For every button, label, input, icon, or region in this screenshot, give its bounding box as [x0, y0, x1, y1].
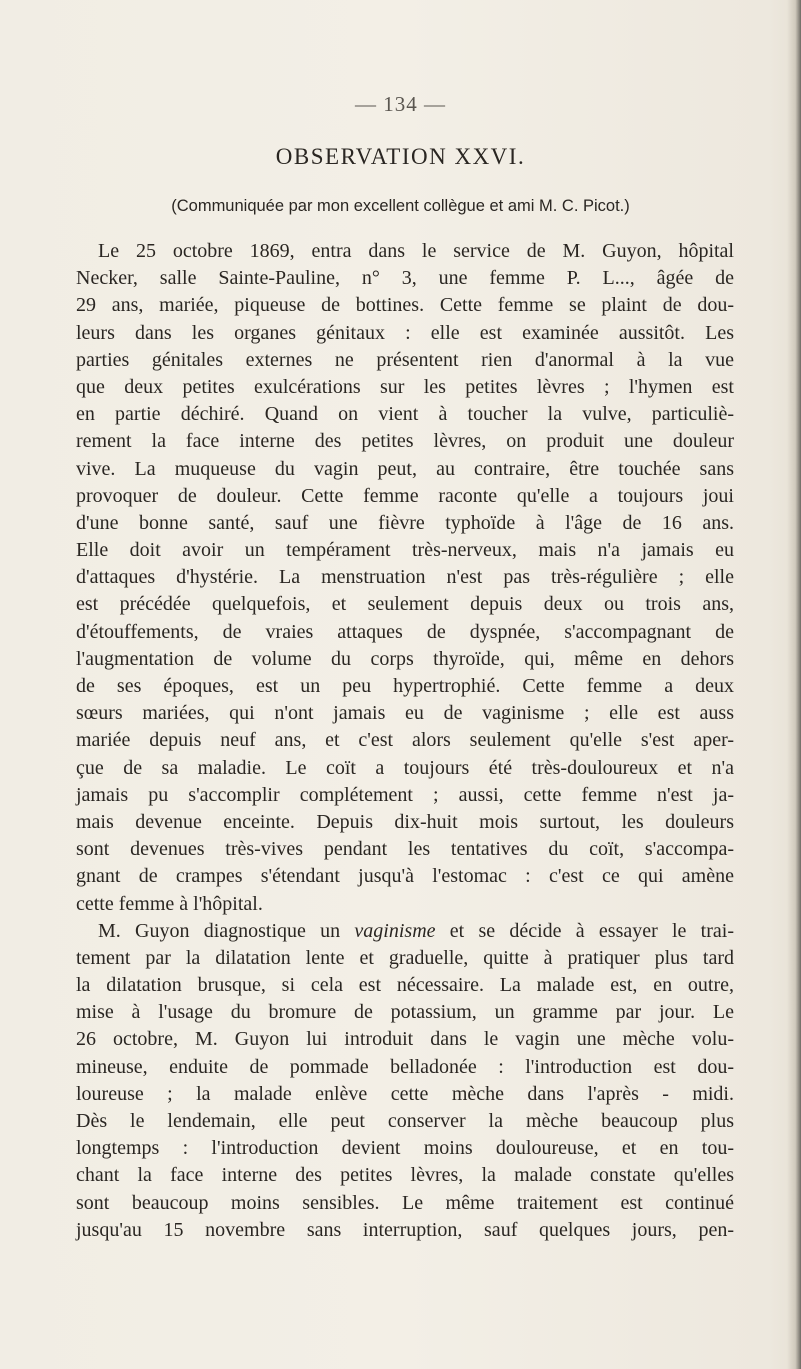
observation-title: OBSERVATION XXVI.	[275, 144, 526, 169]
text-line: la dilatation brusque, si cela est nécessaire. La malade est, en outre,	[76, 974, 734, 997]
text-line: mise à l'usage du bromure de potassium, un gramme par jour. Le	[76, 1001, 734, 1024]
text-line	[76, 918, 734, 945]
text-line: d'attaques d'hystérie. La menstruation n'est pas très-régulière ; elle	[76, 566, 734, 589]
text-line: d'étouffements, de vraies attaques de dyspnée, s'accompagnant de	[76, 620, 734, 643]
page-number: — 134 —	[355, 92, 446, 116]
text-line: est précédée quelquefois, et seulement depuis deux ou trois ans,	[76, 593, 734, 616]
text-line: Dès le lendemain, elle peut conserver la mèche beaucoup plus	[76, 1110, 734, 1132]
text-line: sont beaucoup moins sensibles. Le même traitement est continué	[76, 1191, 734, 1214]
text-line: l'augmentation de volume du corps thyroïde, qui, même en dehors	[76, 647, 734, 670]
text-line: chant la face interne des petites lèvres, la malade constate qu'elles	[76, 1164, 734, 1187]
text-line: Necker, salle Sainte-Pauline, n° 3, une femme P. L..., âgée de	[76, 267, 734, 290]
text-line: çue de sa maladie. Le coït a toujours été très-douloureux et n'a	[76, 756, 734, 779]
text-line: loureuse ; la malade enlève cette mèche dans l'après - midi.	[76, 1082, 734, 1105]
text-line: rement la face interne des petites lèvres, on produit une douleur	[76, 430, 734, 453]
text-line: Le 25 octobre 1869, entra dans le service de M. Guyon, hôpital	[98, 240, 734, 262]
text-line: en partie déchiré. Quand on vient à toucher la vulve, particuliè-	[76, 403, 734, 426]
text-line: tement par la dilatation lente et graduelle, quitte à pratiquer plus tard	[76, 946, 734, 969]
text-line: sœurs mariées, qui n'ont jamais eu de vaginisme ; elle est auss	[76, 702, 734, 725]
text-line: Elle doit avoir un tempérament très-nerveux, mais n'a jamais eu	[76, 539, 734, 562]
text-line: de ses époques, est un peu hypertrophié. Cette femme a deux	[76, 675, 734, 697]
text-line: mariée depuis neuf ans, et c'est alors seulement qu'elle s'est aper-	[76, 729, 734, 752]
text-line: 26 octobre, M. Guyon lui introduit dans le vagin une mèche volu-	[76, 1028, 734, 1051]
text-line: d'une bonne santé, sauf une fièvre typhoïde à l'âge de 16 ans.	[76, 511, 734, 534]
text-line: mais devenue enceinte. Depuis dix-huit mois surtout, les douleurs	[76, 810, 734, 833]
text-line: parties génitales externes ne présentent rien d'anormal à la vue	[76, 348, 734, 371]
text-line: sont devenues très-vives pendant les tentatives du coït, s'accompa-	[76, 838, 734, 861]
text-line: jusqu'au 15 novembre sans interruption, sauf quelques jours, pen-	[76, 1218, 734, 1241]
text-line: gnant de crampes s'étendant jusqu'à l'estomac : c'est ce qui amène	[76, 865, 734, 888]
text-line: 29 ans, mariée, piqueuse de bottines. Cette femme se plaint de dou-	[76, 294, 734, 317]
text-line: cette femme à l'hôpital.	[76, 892, 263, 915]
text-line: longtemps : l'introduction devient moins douloureuse, et en tou-	[76, 1137, 734, 1160]
text-line: que deux petites exulcérations sur les petites lèvres ; l'hymen est	[76, 375, 734, 398]
text-line: mineuse, enduite de pommade belladonée : l'introduction est dou-	[76, 1055, 734, 1078]
text-line: leurs dans les organes génitaux : elle est examinée aussitôt. Les	[76, 321, 734, 344]
text-line-segment: et se décide à essayer le trai-	[435, 919, 734, 942]
text-line: vive. La muqueuse du vagin peut, au contraire, être touchée sans	[76, 457, 734, 480]
italic-term: vaginisme	[354, 919, 436, 942]
text-line-segment: M. Guyon diagnostique un	[98, 919, 355, 942]
body-text	[76, 238, 734, 1244]
observation-subtitle: (Communiquée par mon excellent collègue et ami M. C. Picot.)	[171, 197, 630, 215]
text-line: provoquer de douleur. Cette femme raconte qu'elle a toujours joui	[76, 484, 734, 507]
text-line: jamais pu s'accomplir complétement ; aussi, cette femme n'est ja-	[76, 783, 734, 806]
